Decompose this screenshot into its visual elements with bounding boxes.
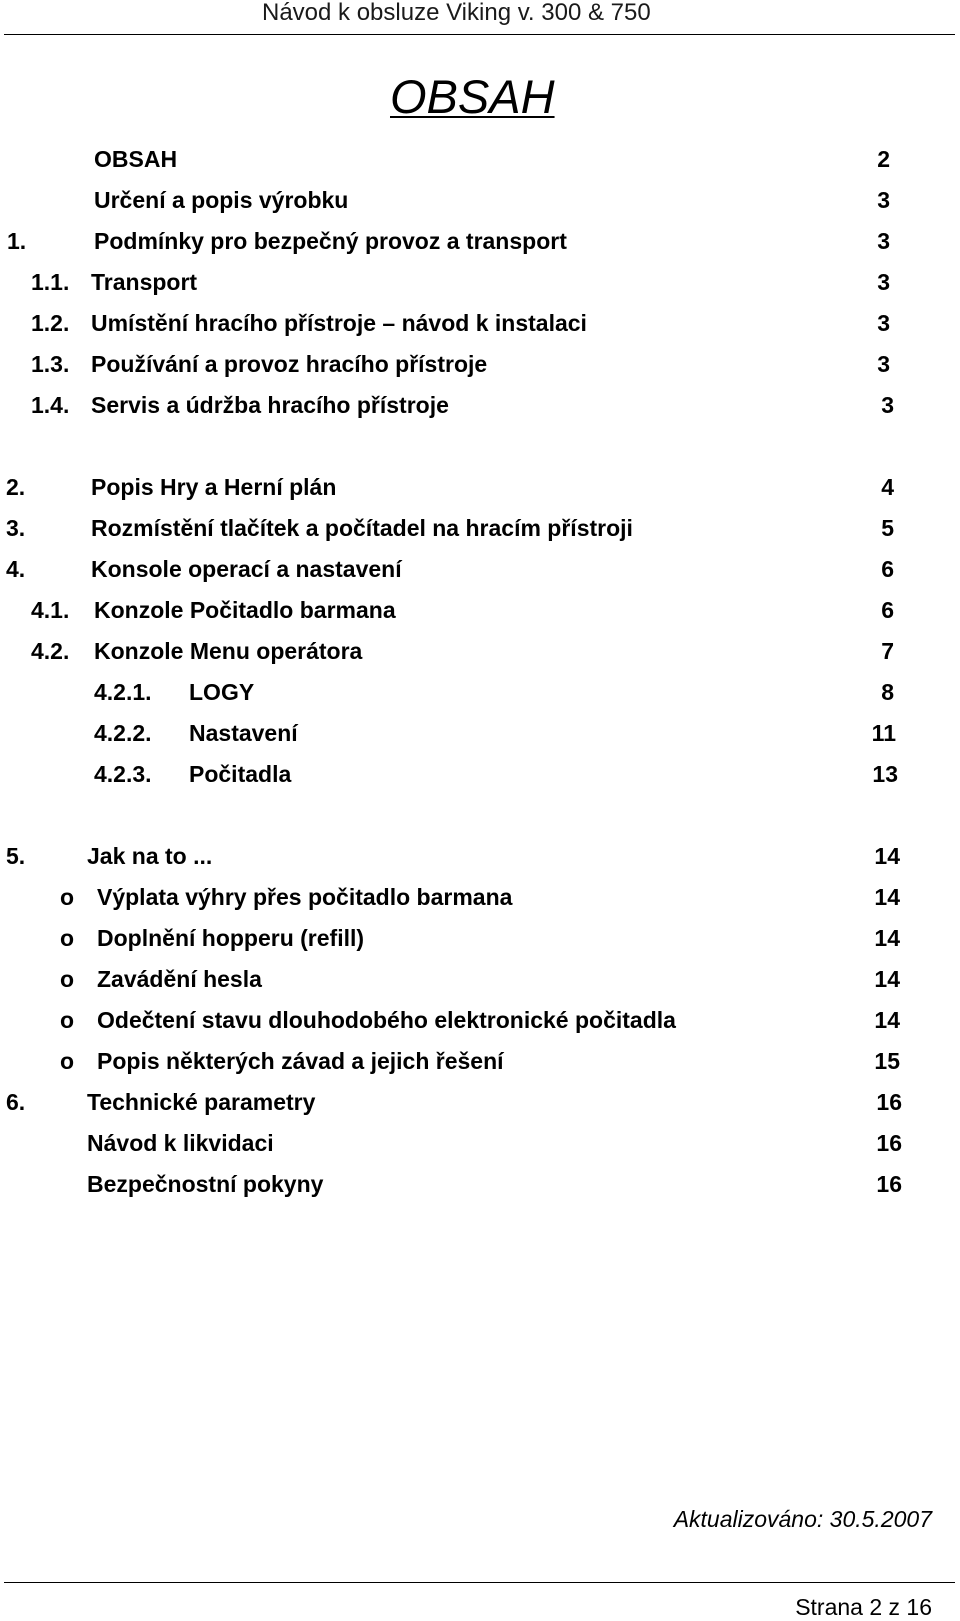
toc-entry[interactable] — [0, 635, 960, 667]
toc-entry[interactable] — [0, 594, 960, 626]
toc-entry-title: Popis Hry a Herní plán — [91, 474, 337, 500]
toc-entry[interactable] — [0, 471, 960, 503]
toc-entry[interactable] — [0, 143, 960, 175]
toc-entry-number: 4.2.2. — [94, 720, 152, 746]
toc-entry-title: Počitadla — [189, 761, 292, 787]
toc-entry-title: Bezpečnostní pokyny — [87, 1171, 324, 1197]
toc-entry-page: 7 — [881, 638, 894, 664]
toc-entry-page: 5 — [881, 515, 894, 541]
toc-entry[interactable] — [0, 512, 960, 544]
toc-entry[interactable] — [0, 184, 960, 216]
document-header-title: Návod k obsluze Viking v. 300 & 750 — [262, 0, 651, 26]
toc-entry-number: 1.4. — [31, 392, 70, 418]
toc-entry-page: 14 — [874, 843, 900, 869]
toc-entry-page: 16 — [876, 1089, 902, 1115]
toc-entry-number: 4.2.3. — [94, 761, 152, 787]
toc-entry[interactable] — [0, 717, 960, 749]
toc-entry-page: 6 — [881, 556, 894, 582]
toc-entry-title: Konzole Počitadlo barmana — [94, 597, 396, 623]
toc-entry[interactable] — [0, 225, 960, 257]
toc-entry-page: 16 — [876, 1130, 902, 1156]
toc-entry[interactable] — [0, 1004, 960, 1036]
last-updated-date: Aktualizováno: 30.5.2007 — [673, 1506, 932, 1532]
toc-entry-page: 3 — [877, 187, 890, 213]
toc-entry-page: 3 — [877, 228, 890, 254]
toc-entry-page: 11 — [871, 720, 896, 746]
toc-entry[interactable] — [0, 881, 960, 913]
toc-entry-title: Umístění hracího přístroje – návod k instalaci — [91, 310, 587, 336]
toc-entry-title: Konsole operací a nastavení — [91, 556, 402, 582]
toc-entry-page: 3 — [877, 269, 890, 295]
toc-entry-number: 1. — [7, 228, 27, 254]
toc-entry-page: 15 — [874, 1048, 900, 1074]
toc-entry[interactable] — [0, 676, 960, 708]
toc-entry-title: Podmínky pro bezpečný provoz a transport — [94, 228, 567, 254]
toc-entry-page: 14 — [874, 1007, 900, 1033]
toc-entry-bullet: o — [60, 1048, 75, 1074]
toc-entry-page: 2 — [877, 146, 890, 172]
toc-entry-number: 4. — [6, 556, 26, 582]
toc-entry-number: 4.1. — [31, 597, 70, 623]
toc-entry-number: 3. — [6, 515, 26, 541]
toc-entry-number: 1.2. — [31, 310, 70, 336]
toc-entry[interactable] — [0, 1127, 960, 1159]
toc-entry-title: Doplnění hopperu (refill) — [97, 925, 365, 951]
toc-entry-number: 4.2.1. — [94, 679, 152, 705]
toc-entry-number: 1.3. — [31, 351, 70, 377]
toc-entry-page: 3 — [877, 351, 890, 377]
toc-entry[interactable] — [0, 348, 960, 380]
page-number: Strana 2 z 16 — [795, 1594, 932, 1620]
toc-entry[interactable] — [0, 266, 960, 298]
toc-entry-number: 6. — [6, 1089, 26, 1115]
toc-entry-number: 2. — [6, 474, 26, 500]
toc-entry-title: Návod k likvidaci — [87, 1130, 274, 1156]
toc-entry-number: 1.1. — [31, 269, 70, 295]
toc-entry[interactable] — [0, 840, 960, 872]
toc-entry-page: 14 — [874, 884, 900, 910]
toc-entry[interactable] — [0, 307, 960, 339]
toc-entry-title: Servis a údržba hracího přístroje — [91, 392, 449, 418]
toc-entry[interactable] — [0, 553, 960, 585]
toc-entry-bullet: o — [60, 925, 75, 951]
toc-entry[interactable] — [0, 1086, 960, 1118]
toc-entry-title: OBSAH — [94, 146, 178, 172]
toc-entry-title: Určení a popis výrobku — [94, 187, 349, 213]
toc-entry-bullet: o — [60, 966, 75, 992]
toc-entry[interactable] — [0, 1045, 960, 1077]
toc-entry[interactable] — [0, 922, 960, 954]
toc-entry-page: 8 — [881, 679, 894, 705]
toc-entry[interactable] — [0, 1168, 960, 1200]
toc-entry-bullet: o — [60, 884, 75, 910]
toc-entry-title: Odečtení stavu dlouhodobého elektronické počitadla — [97, 1007, 676, 1033]
toc-entry-bullet: o — [60, 1007, 75, 1033]
toc-entry-number: 4.2. — [31, 638, 70, 664]
toc-entry-title: Zavádění hesla — [97, 966, 262, 992]
toc-entry[interactable] — [0, 389, 960, 421]
toc-entry-title: Konzole Menu operátora — [94, 638, 363, 664]
toc-entry-title: Nastavení — [189, 720, 298, 746]
toc-entry-page: 3 — [877, 310, 890, 336]
toc-entry-page: 14 — [874, 925, 900, 951]
toc-entry-page: 14 — [874, 966, 900, 992]
toc-entry-number: 5. — [6, 843, 26, 869]
header-divider — [4, 34, 955, 35]
footer-divider — [4, 1582, 955, 1583]
toc-entry[interactable] — [0, 758, 960, 790]
toc-entry-title: Používání a provoz hracího přístroje — [91, 351, 488, 377]
toc-entry-title: Popis některých závad a jejich řešení — [97, 1048, 504, 1074]
toc-entry-title: Transport — [91, 269, 198, 295]
toc-entry-page: 13 — [872, 761, 898, 787]
toc-entry-title: Jak na to ... — [87, 843, 213, 869]
toc-entry[interactable] — [0, 963, 960, 995]
toc-entry-title: Rozmístění tlačítek a počítadel na hracím přístroji — [91, 515, 633, 541]
toc-entry-title: Technické parametry — [87, 1089, 316, 1115]
toc-entry-page: 4 — [881, 474, 894, 500]
toc-entry-page: 16 — [876, 1171, 902, 1197]
toc-entry-title: LOGY — [189, 679, 255, 705]
toc-entry-page: 6 — [881, 597, 894, 623]
toc-entry-title: Výplata výhry přes počitadlo barmana — [97, 884, 513, 910]
contents-heading: OBSAH — [390, 70, 555, 123]
toc-entry-page: 3 — [881, 392, 894, 418]
